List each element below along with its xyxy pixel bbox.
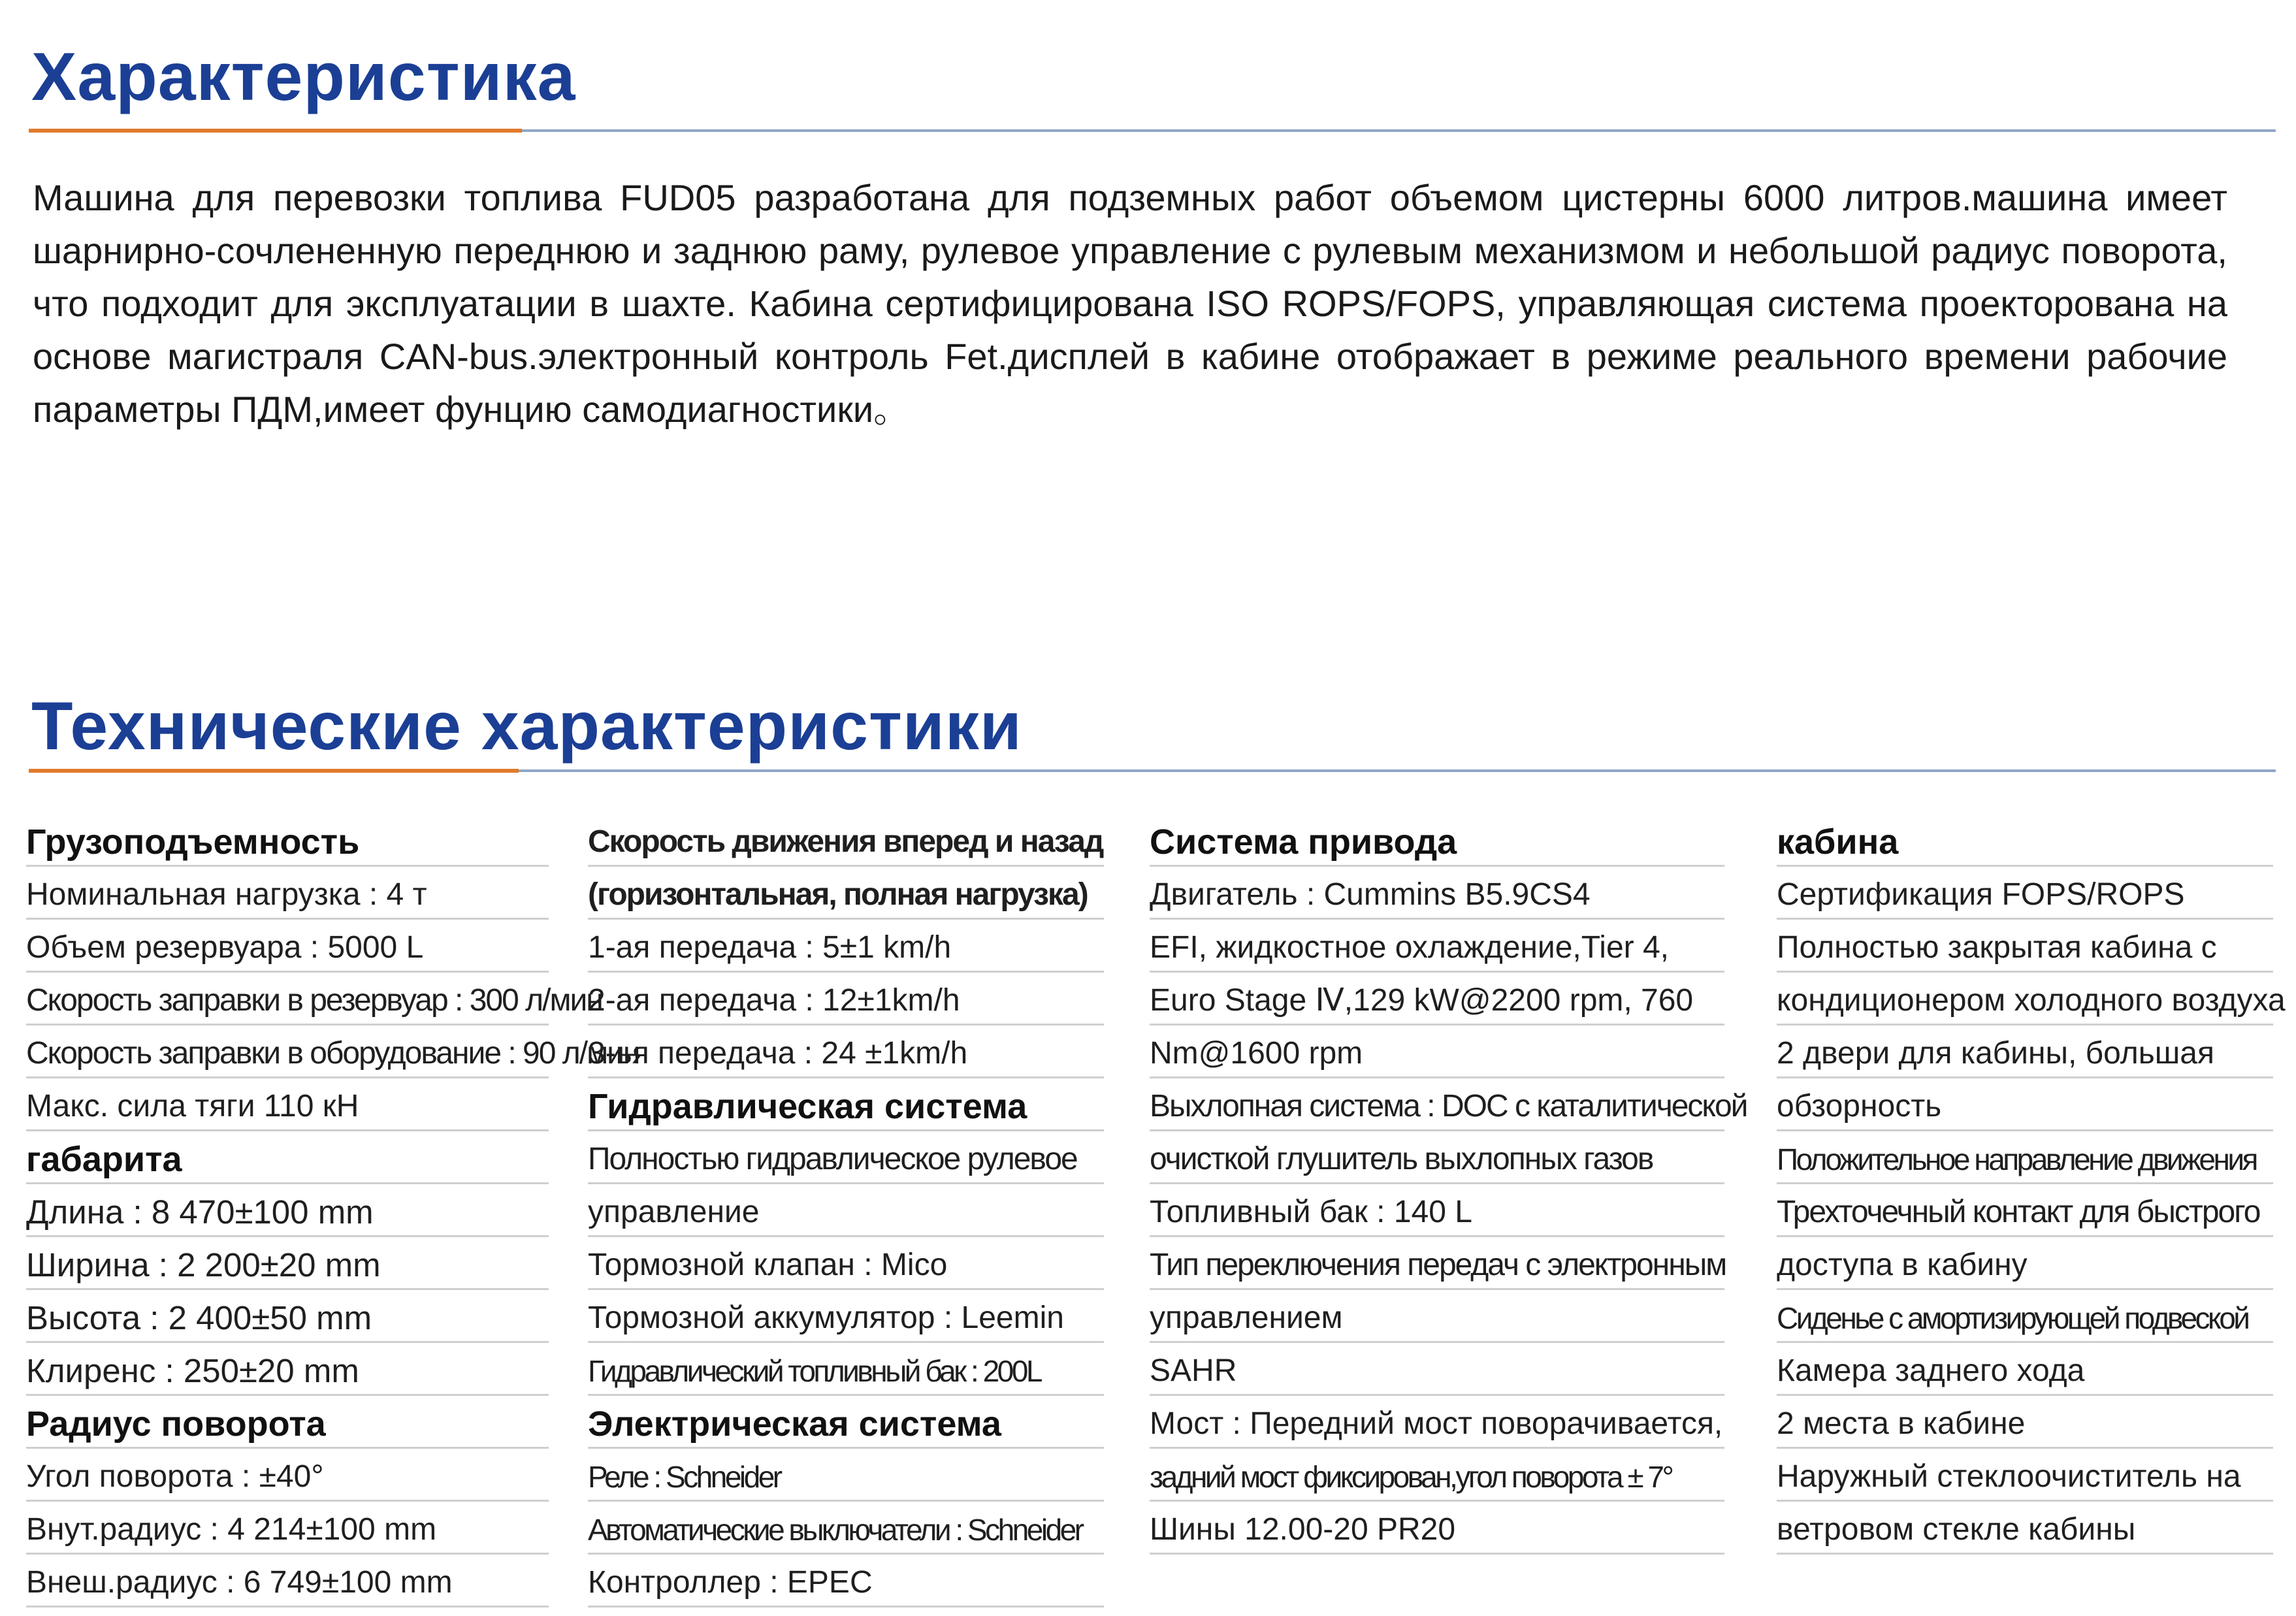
spec-row: 2-ая передача : 12±1km/h [588,973,1104,1026]
divider-accent [29,129,522,133]
spec-row: ветровом стекле кабины [1777,1502,2273,1555]
spec-row: Тормозной аккумулятор : Leemin [588,1290,1104,1343]
spec-row: Шины 12.00-20 PR20 [1150,1502,1724,1555]
spec-row: Мост : Передний мост поворачивается, [1150,1396,1724,1449]
spec-row: Ширина : 2 200±20 mm [26,1237,549,1290]
spec-row: Реле : Schneider [588,1449,1104,1502]
spec-row: Тип переключения передач с электронным [1150,1237,1724,1290]
spec-column-2 [588,814,1104,1608]
spec-row: Сертификация FOPS/ROPS [1777,867,2273,920]
spec-heading: Электрическая система [588,1396,1104,1449]
spec-row: Внут.радиус : 4 214±100 mm [26,1502,549,1555]
spec-row: Сиденье с амортизирующей подвеской [1777,1290,2273,1343]
spec-row: Длина : 8 470±100 mm [26,1184,549,1237]
spec-row: доступа в кабину [1777,1237,2273,1290]
spec-row: Скорость заправки в оборудование : 90 л/мин [26,1026,549,1078]
spec-row: Камера заднего хода [1777,1343,2273,1396]
spec-row: EFI, жидкостное охлаждение,Tier 4, [1150,920,1724,973]
spec-heading: габарита [26,1131,549,1184]
spec-heading: кабина [1777,814,2273,867]
spec-column-4 [1777,814,2286,1555]
spec-row: Контроллер : EPEC [588,1555,1104,1608]
divider-accent [29,769,519,773]
spec-row: Полностью гидравлическое рулевое [588,1131,1104,1184]
spec-row: Топливный бак : 140 L [1150,1184,1724,1237]
spec-row: Выхлопная система : DOC с каталитической [1150,1078,1724,1131]
spec-row: Трехточечный контакт для быстрого [1777,1184,2273,1237]
spec-heading: Грузоподъемность [26,814,549,867]
spec-column-1 [26,814,639,1608]
spec-row: Макс. сила тяги 110 кН [26,1078,549,1131]
spec-row: 2 двери для кабины, большая [1777,1026,2273,1078]
spec-row: Автоматические выключатели : Schneider [588,1502,1104,1555]
spec-table [0,814,2296,1616]
spec-heading: Гидравлическая система [588,1078,1104,1131]
spec-row: Номинальная нагрузка : 4 т [26,867,549,920]
spec-row: Скорость заправки в резервуар : 300 л/мин [26,973,549,1026]
spec-row: обзорность [1777,1078,2273,1131]
spec-row: Euro Stage Ⅳ,129 kW@2200 rpm, 760 [1150,973,1724,1026]
spec-row: управлением [1150,1290,1724,1343]
spec-row: кондиционером холодного воздуха [1777,973,2273,1026]
spec-row: Угол поворота : ±40° [26,1449,549,1502]
spec-row: Скорость движения вперед и назад [588,814,1104,867]
spec-row: Двигатель : Cummins B5.9CS4 [1150,867,1724,920]
spec-row: Высота : 2 400±50 mm [26,1290,549,1343]
spec-row: Объем резервуара : 5000 L [26,920,549,973]
spec-row: SAHR [1150,1343,1724,1396]
spec-row: Тормозной клапан : Mico [588,1237,1104,1290]
spec-row: Внеш.радиус : 6 749±100 mm [26,1555,549,1608]
characteristics-title: Характеристика [31,39,576,115]
spec-row: задний мост фиксирован,угол поворота ± 7° [1150,1449,1724,1502]
spec-row: Положительное направление движения [1777,1131,2273,1184]
section-divider [29,129,2276,132]
spec-row: 3-ья передача : 24 ±1km/h [588,1026,1104,1078]
spec-column-3 [1150,814,1747,1555]
spec-row: управление [588,1184,1104,1237]
section-divider [29,769,2276,772]
spec-heading: Система привода [1150,814,1724,867]
spec-row: очисткой глушитель выхлопных газов [1150,1131,1724,1184]
spec-heading: Радиус поворота [26,1396,549,1449]
spec-row: Наружный стеклоочиститель на [1777,1449,2273,1502]
spec-row: Nm@1600 rpm [1150,1026,1724,1078]
specs-title: Технические характеристики [31,688,1022,764]
spec-row: Полностью закрытая кабина с [1777,920,2273,973]
spec-row: (горизонтальная, полная нагрузка) [588,867,1104,920]
spec-row: Гидравлический топливный бак : 200L [588,1343,1104,1396]
characteristics-description: Машина для перевозки топлива FUD05 разработана для подземных работ объемом цистерны 6000 литров.машина имеет шарнирно-сочлененную переднюю и заднюю раму, рулевое управление с рулевым механизмом и небольшой радиус поворота, что подходит для эксплуатации в шахте. Кабина сертифицирована ISO ROPS/FOPS, управляющая система проекторована на основе магистраля CAN-bus.электронный контроль Fet.дисплей в кабине отображает в режиме реального времени рабочие параметры ПДМ,имеет фунцию самодиагностики。 [33,177,2227,430]
spec-row: Клиренс : 250±20 mm [26,1343,549,1396]
spec-row: 2 места в кабине [1777,1396,2273,1449]
spec-row: 1-ая передача : 5±1 km/h [588,920,1104,973]
